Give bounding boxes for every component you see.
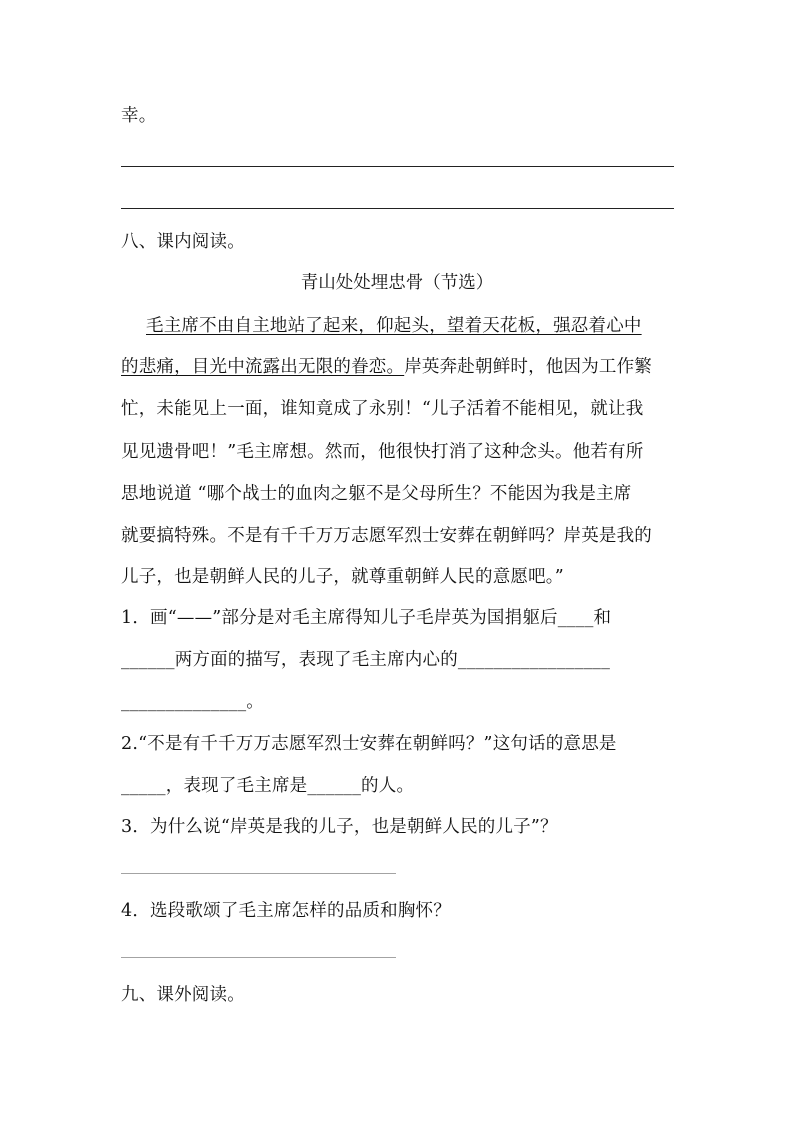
passage-line-4: 见见遗骨吧！”毛主席想。然而，他很快打消了这种念头。他若有所 — [121, 442, 644, 462]
answer-line-1 — [121, 166, 674, 167]
question-1-line-3: ______________。 — [121, 692, 264, 712]
passage-line-5: 思地说道 “哪个战士的血肉之躯不是父母所生？不能因为我是主席 — [121, 484, 632, 504]
question-4-answer-line: _______________________________________________________ — [121, 947, 396, 958]
question-2-line-1: 2.“不是有千千万万志愿军烈士安葬在朝鲜吗？”这句话的意思是 — [121, 734, 617, 754]
previous-answer-tail: 幸。 — [121, 106, 157, 126]
question-3: 3．为什么说“岸英是我的儿子，也是朝鲜人民的儿子”？ — [121, 817, 558, 837]
question-4: 4．选段歌颂了毛主席怎样的品质和胸怀？ — [121, 901, 451, 921]
passage-line-3: 忙，未能见上一面，谁知竟成了永别！“儿子活着不能相见，就让我 — [121, 399, 644, 419]
passage-line-2 — [121, 355, 681, 379]
underlined-sentence-part-2: 的悲痛，目光中流露出无限的眷恋。 — [121, 357, 405, 377]
passage-line-7: 儿子，也是朝鲜人民的儿子，就尊重朝鲜人民的意愿吧。” — [121, 567, 564, 587]
section-8-heading: 八、课内阅读。 — [121, 232, 245, 252]
underlined-sentence-part-1: 毛主席不由自主地站了起来，仰起头，望着天花板，强忍着心中 — [146, 316, 642, 336]
passage-line-6: 就要搞特殊。不是有千千万万志愿军烈士安葬在朝鲜吗？岸英是我的 — [121, 526, 652, 546]
question-1-line-2: ______两方面的描写，表现了毛主席内心的_________________ — [121, 650, 611, 670]
passage-text: 岸英奔赴朝鲜时，他因为工作繁 — [404, 357, 653, 377]
passage-title: 青山处处埋忠骨（节选） — [300, 273, 494, 293]
passage-line-1 — [146, 314, 706, 338]
question-3-answer-line: _______________________________________________________ — [121, 863, 396, 874]
question-1-line-1: 1．画“——”部分是对毛主席得知儿子毛岸英为国捐躯后____和 — [121, 608, 612, 628]
question-2-line-2: _____，表现了毛主席是______的人。 — [121, 776, 415, 796]
answer-line-2 — [121, 208, 674, 209]
section-9-heading: 九、课外阅读。 — [121, 985, 245, 1005]
